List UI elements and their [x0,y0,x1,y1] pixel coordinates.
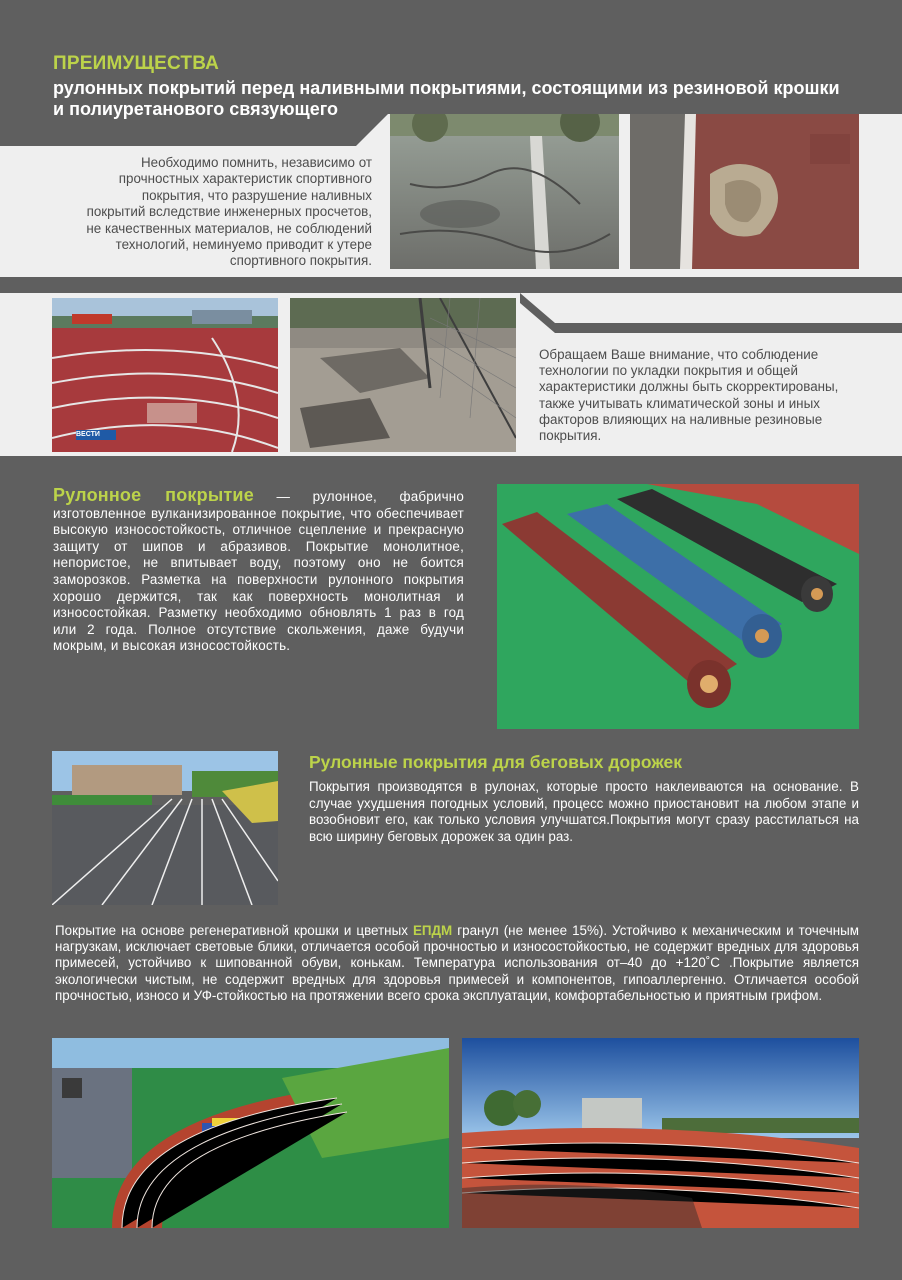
section1-text: Необходимо помнить, независимо от прочностных характеристик спортивного покрытия, что разрушение наливных покрытий вследствие инженерных просчетов, не качественных материалов, не соблюдений технологий, неминуемо приводит к утере спортивного покрытия. [86,155,372,269]
cracked-track-photo [390,114,619,269]
page-subtitle-line1: рулонных покрытий перед наливными покрытиями, состоящими из резиновой крошки [53,78,840,98]
tv-logo: ВЕСТИ [76,431,100,438]
section5-highlight: ЕПДМ [412,923,453,938]
page-title: ПРЕИМУЩЕСТВА [53,53,220,74]
page-subtitle-line2: и полиуретанового связующего [53,99,338,119]
stadium-aerial-photo [52,1038,449,1228]
section5-text [55,923,859,1004]
rubber-rolls-photo [497,484,859,729]
running-track-photo [52,751,278,905]
section5-text-after: гранул (не менее 15%). Устойчиво к механическим и точечным нагрузкам, исключает световые блики, отличается особой прочностью и износостойкостью, не содержит вредных для здоровья примесей, устойчиво к шипованной обуви, конькам. Температура использования от–40 до +120˚С .Покрытие является экологически чистым, не содержит вредных для здоровья примесей и компонентов, гипоаллергенно. Отличается особой прочностью, износо и УФ-стойкостью на протяжении всего срока эксплуатации, комфортабельностью и приятным грифом. [55,923,859,1003]
destroyed-surface-fence-photo [290,298,516,452]
damaged-surface-photo [630,114,859,269]
section4-title: Рулонные покрытия для беговых дорожек [309,752,682,772]
section2-text: Обращаем Ваше внимание, что соблюдение технологии по укладки покрытия и общей характеристики должны быть скорректированы, также учитывать климатической зоны и иных факторов влияющих на наливные резиновые покрытия. [539,347,839,444]
stadium-panorama-photo [462,1038,859,1228]
section3-body: — рулонное, фабрично изготовленное вулканизированное покрытие, что обеспечивает высокую износостойкость, отличное сцепление и прекрасную защиту от шипов и абразивов. Покрытие монолитное, непористое, не впитывает воду, поэтому оно не боится заморозков. Разметка на поверхности рулонного покрытия хорошо держится, так как поверхность монолитная и износостойкая. Разметку необходимо обновлять 1 раз в год или 2 года. Полное отсутствие скольжения, даже будучи мокрым, и высокая износостойкость. [53,489,464,654]
section3-text [53,487,464,655]
section3-title: Рулонное покрытие [53,485,254,505]
section5-text-before: Покрытие на основе регенеративной крошки и цветных [55,923,413,938]
section4-text: Покрытия производятся в рулонах, которые просто наклеиваются на основание. В случае ухудшения погодных условий, процесс можно приостановит на любом этапе и возобновит его, как только условия улучшатся.Покрытия могут сразу расстилаться на всю ширину беговых дорожек за один раз. [309,779,859,844]
stadium-track-damage-photo [52,298,278,452]
